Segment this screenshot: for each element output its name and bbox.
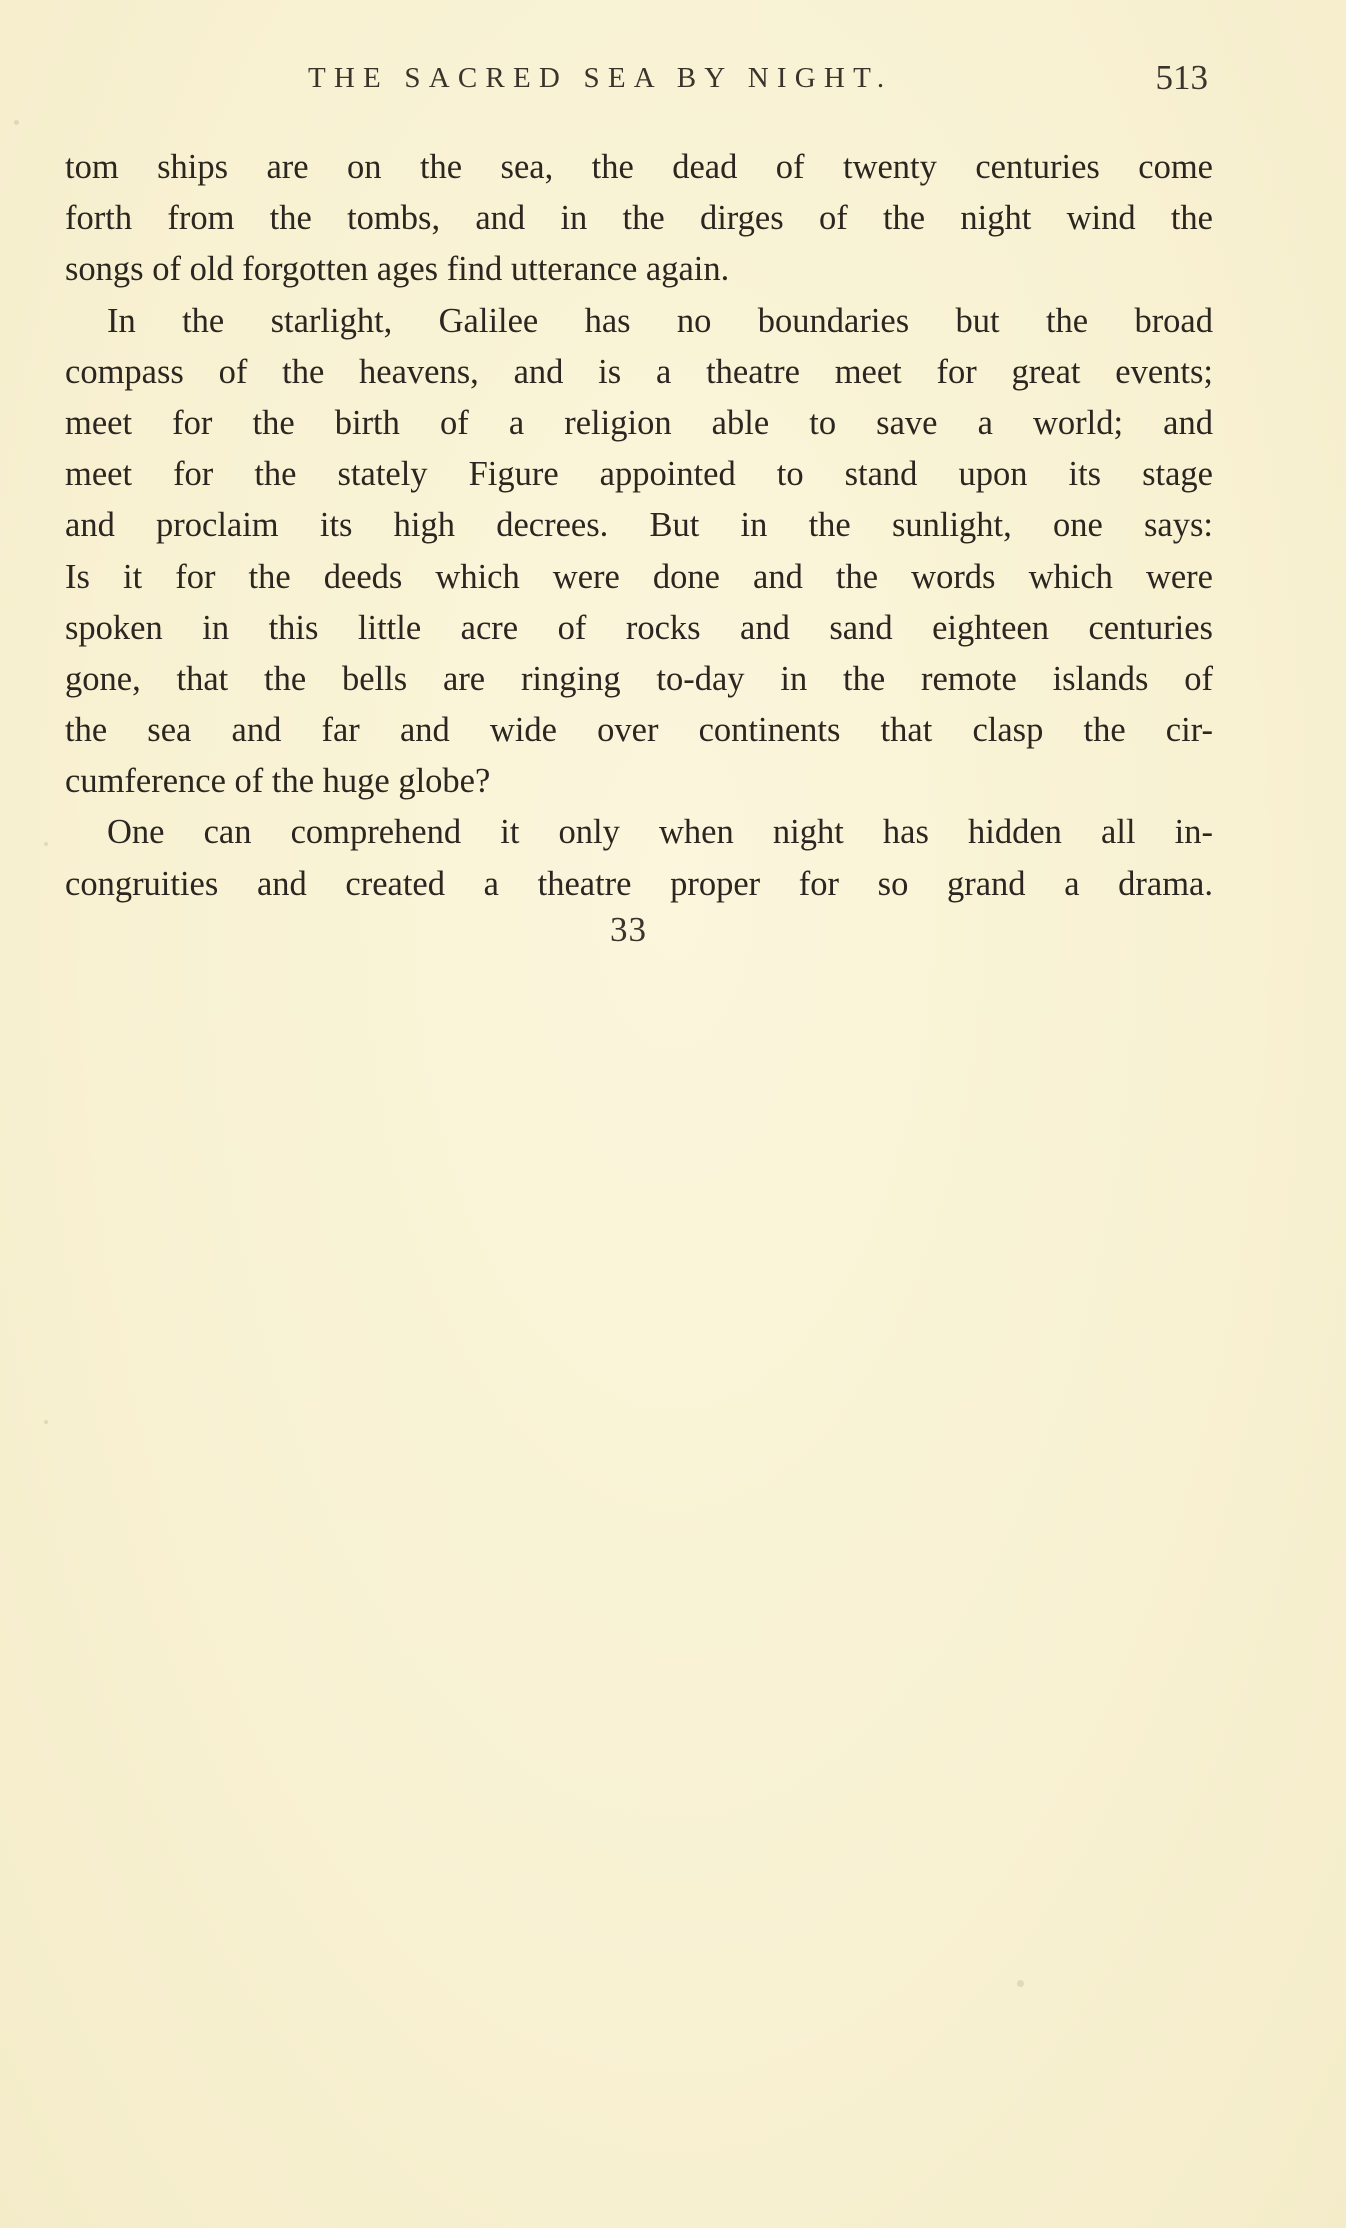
- text-line: the sea and far and wide over continents that clasp the cir-: [65, 711, 1213, 750]
- text-line: Is it for the deeds which were done and the words which were: [65, 557, 1213, 596]
- text-line: One can comprehend it only when night has hidden all in-: [107, 813, 1213, 852]
- text-line: cumference of the huge globe?: [65, 762, 491, 801]
- text-line: and proclaim its high decrees. But in the sunlight, one says:: [65, 506, 1213, 545]
- running-title: THE SACRED SEA BY NIGHT.: [308, 62, 893, 94]
- paper-speck: [44, 842, 48, 846]
- text-line: compass of the heavens, and is a theatre meet for great events;: [65, 352, 1213, 391]
- text-line: meet for the birth of a religion able to save a world; and: [65, 403, 1213, 442]
- text-line: songs of old forgotten ages find utterance again.: [65, 250, 730, 289]
- paper-speck: [1017, 1980, 1024, 1987]
- running-head: [308, 58, 1208, 106]
- body-text: [65, 142, 1213, 910]
- text-line: tom ships are on the sea, the dead of twenty centuries come: [65, 148, 1213, 186]
- text-line: forth from the tombs, and in the dirges of the night wind the: [65, 199, 1213, 238]
- text-line: spoken in this little acre of rocks and sand eighteen centuries: [65, 608, 1213, 647]
- text-line: congruities and created a theatre proper for so grand a drama.: [65, 864, 1213, 903]
- paper-speck: [44, 1420, 48, 1424]
- text-line: In the starlight, Galilee has no boundaries but the broad: [107, 301, 1213, 340]
- paper-speck: [14, 120, 19, 125]
- text-line: gone, that the bells are ringing to-day in the remote islands of: [65, 659, 1213, 698]
- signature-mark: 33: [610, 910, 647, 949]
- text-line: meet for the stately Figure appointed to stand upon its stage: [65, 455, 1213, 494]
- page-number: 513: [1155, 58, 1208, 97]
